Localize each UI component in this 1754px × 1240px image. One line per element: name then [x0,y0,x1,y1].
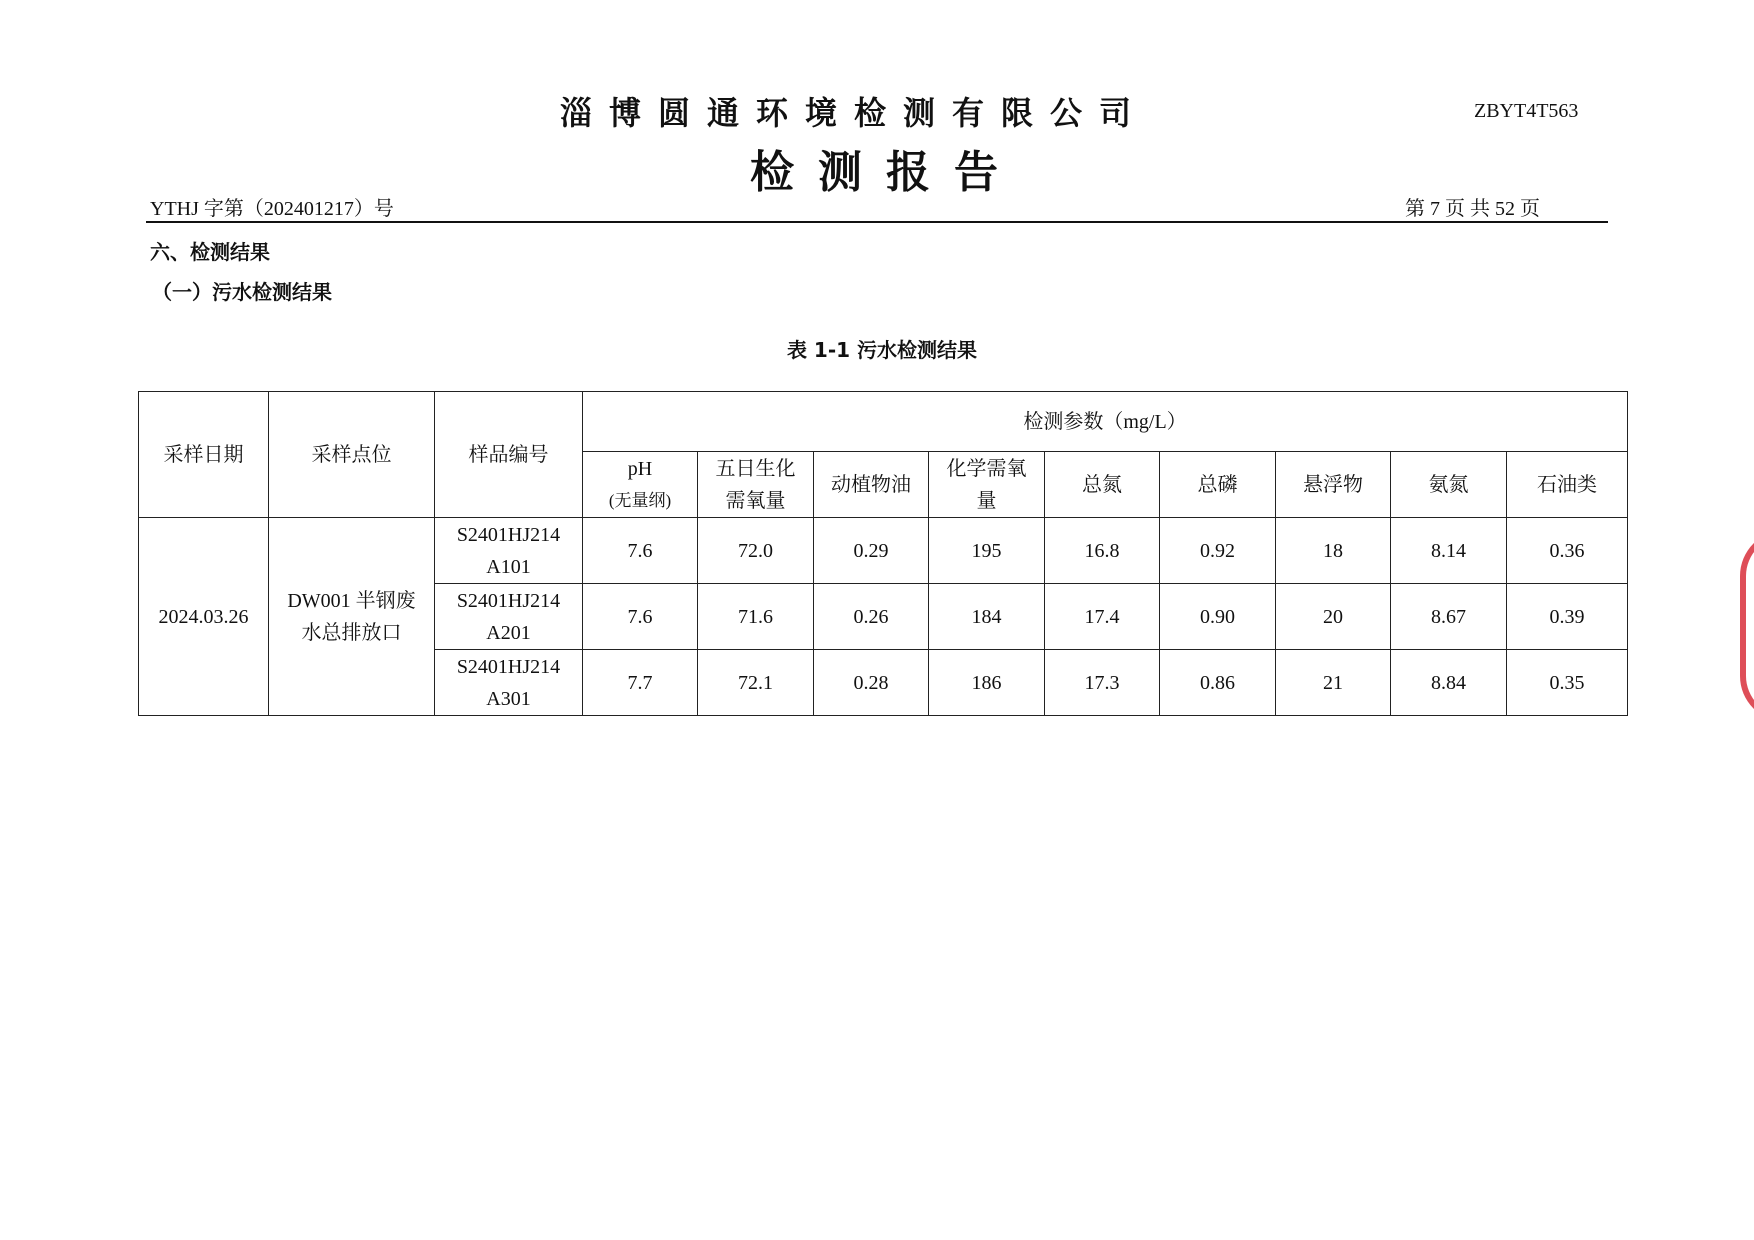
wastewater-results-table [138,391,1628,716]
sample-id-cell [435,584,583,650]
value-cell: 0.39 [1507,584,1628,650]
header-divider [146,221,1608,223]
table-header-row [139,392,1628,452]
header-param-ph [583,452,698,518]
sample-id-line1: S2401HJ214 [456,523,561,546]
sample-id-cell [435,650,583,716]
value-cell: 0.36 [1507,518,1628,584]
header-sampling-point: 采样点位 [269,392,435,518]
sample-id-line2: A201 [486,621,531,644]
param-label: 五日生化 [715,457,796,480]
sampling-date-cell: 2024.03.26 [139,518,269,716]
value-cell: 18 [1276,518,1391,584]
header-param-animal-veg-oil: 动植物油 [814,452,929,518]
official-seal-fragment [1740,530,1754,722]
sampling-point-line1: DW001 半钢废 [287,589,416,612]
param-label: 化学需氧 [946,457,1027,480]
value-cell: 0.90 [1160,584,1276,650]
value-cell: 0.26 [814,584,929,650]
header-param-bod5 [698,452,814,518]
company-name: 淄博圆通环境检测有限公司 [560,94,1149,132]
param-unit: (无量纲) [608,490,672,510]
param-label: pH [627,457,653,480]
sampling-point-line2: 水总排放口 [301,621,402,644]
header-param-total-phosphorus: 总磷 [1160,452,1276,518]
value-cell: 0.92 [1160,518,1276,584]
sample-id-cell [435,518,583,584]
header-param-petroleum: 石油类 [1507,452,1628,518]
header-sample-id: 样品编号 [435,392,583,518]
sample-id-line2: A101 [486,555,531,578]
report-title: 检测报告 [750,147,1022,198]
param-label-line2: 量 [976,489,997,512]
value-cell: 0.35 [1507,650,1628,716]
value-cell: 8.14 [1391,518,1507,584]
table-caption: 表 1-1 污水检测结果 [786,338,978,362]
value-cell: 17.4 [1045,584,1160,650]
param-label-line2: 需氧量 [725,489,786,512]
value-cell: 20 [1276,584,1391,650]
value-cell: 21 [1276,650,1391,716]
value-cell: 72.1 [698,650,814,716]
value-cell: 186 [929,650,1045,716]
value-cell: 16.8 [1045,518,1160,584]
report-number: YTHJ 字第（202401217）号 [150,198,394,220]
value-cell: 8.84 [1391,650,1507,716]
section-title: 六、检测结果 [150,240,270,264]
document-code: ZBYT4T563 [1474,100,1579,122]
header-param-ammonia-nitrogen: 氨氮 [1391,452,1507,518]
value-cell: 0.86 [1160,650,1276,716]
header-param-suspended-solids: 悬浮物 [1276,452,1391,518]
value-cell: 7.6 [583,584,698,650]
header-param-cod [929,452,1045,518]
value-cell: 17.3 [1045,650,1160,716]
value-cell: 7.7 [583,650,698,716]
sample-id-line2: A301 [486,687,531,710]
value-cell: 8.67 [1391,584,1507,650]
value-cell: 0.28 [814,650,929,716]
value-cell: 195 [929,518,1045,584]
subsection-title: （一）污水检测结果 [152,280,332,304]
value-cell: 72.0 [698,518,814,584]
table-row [139,518,1628,584]
value-cell: 0.29 [814,518,929,584]
value-cell: 71.6 [698,584,814,650]
sampling-point-cell [269,518,435,716]
value-cell: 184 [929,584,1045,650]
header-params-group: 检测参数（mg/L） [583,392,1628,452]
value-cell: 7.6 [583,518,698,584]
header-param-total-nitrogen: 总氮 [1045,452,1160,518]
header-sampling-date: 采样日期 [139,392,269,518]
page-info: 第 7 页 共 52 页 [1405,198,1540,220]
sample-id-line1: S2401HJ214 [456,589,561,612]
sample-id-line1: S2401HJ214 [456,655,561,678]
